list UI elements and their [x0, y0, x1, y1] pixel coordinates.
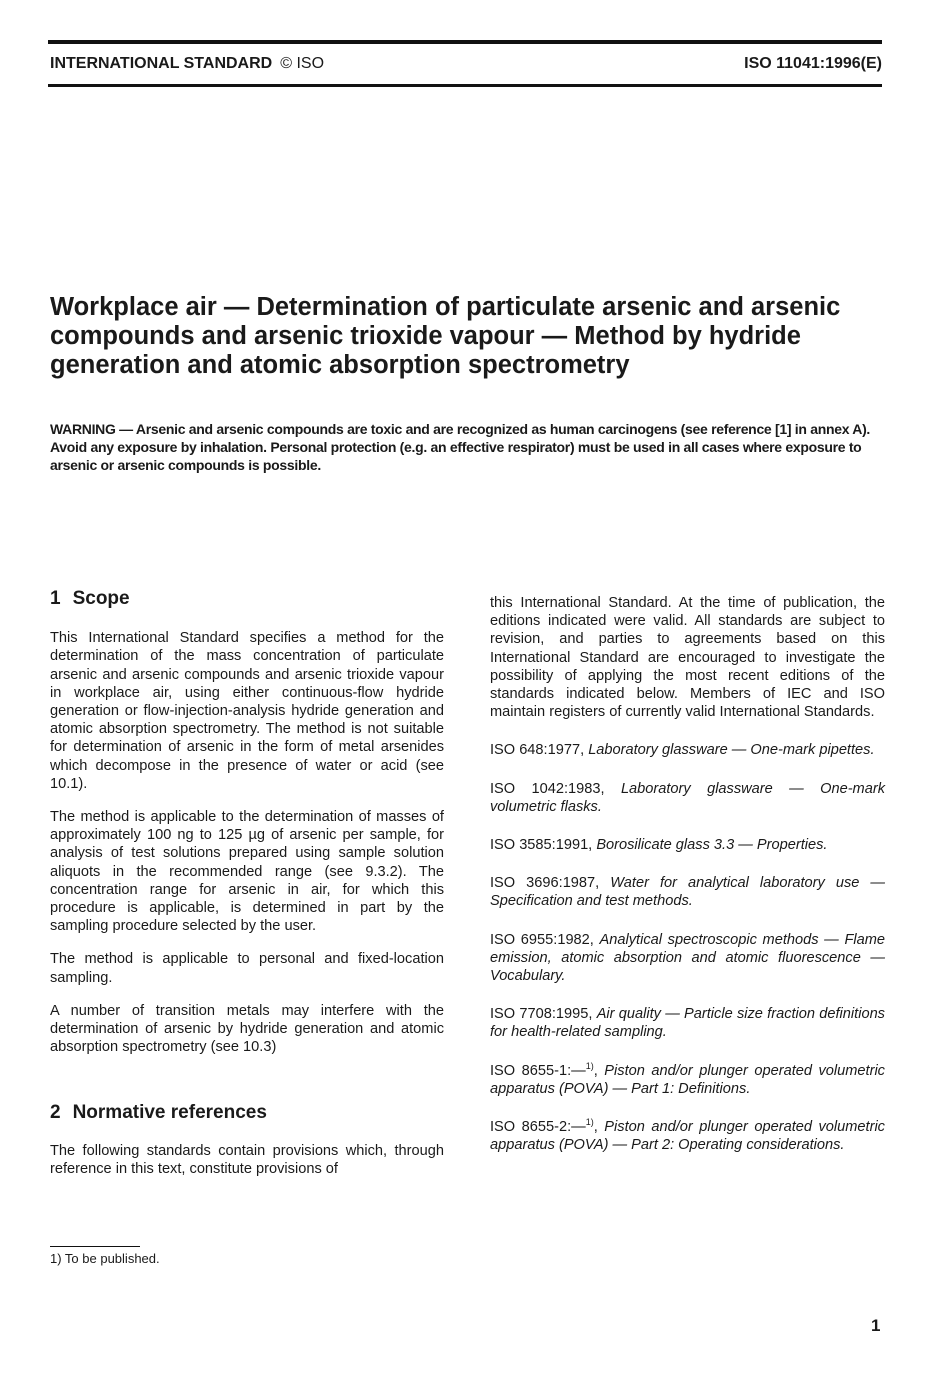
reference-item [490, 931, 885, 986]
warning-notice: WARNING — Arsenic and arsenic compounds are toxic and are recognized as human carcinogens (see reference [1] in annex A). Avoid any exposure by inhalation. Personal protection (e.g. an effective respirator) must be used in all cases where exposure to arsenic or arsenic compounds is possible. [50, 421, 871, 473]
left-column [50, 590, 444, 1193]
footnote-rule [50, 1246, 140, 1247]
section-1-title: Scope [72, 588, 130, 609]
scope-paragraph-3: The method is applicable to personal and fixed-location sampling. [50, 951, 444, 986]
reference-title: Laboratory glassware — One-mark volumetric flasks. [490, 780, 885, 815]
reference-title: Borosilicate glass 3.3 — Properties. [596, 837, 828, 854]
header-rule-top [48, 40, 882, 44]
reference-item [490, 1118, 885, 1154]
reference-item [490, 741, 885, 759]
reference-code: ISO 6955:1982, [490, 931, 594, 948]
normative-paragraph-start: The following standards contain provisions which, through reference in this text, constitute provisions of [50, 1142, 444, 1177]
reference-title: Laboratory glassware — One-mark pipettes. [588, 742, 875, 759]
section-2-number: 2 [50, 1102, 61, 1124]
reference-title: Analytical spectroscopic methods — Flame emission, atomic absorption and atomic fluorescence — Vocabulary. [490, 931, 885, 985]
scope-paragraph-4: A number of transition metals may interfere with the determination of arsenic by hydride generation and atomic absorption spectrometry (see 10.3) [50, 1002, 444, 1056]
reference-title: Piston and/or plunger operated volumetric apparatus (POVA) — Part 2: Operating considerations. [490, 1119, 885, 1154]
page-header [50, 55, 882, 77]
reference-title: Air quality — Particle size fraction definitions for health-related sampling. [490, 1006, 885, 1041]
reference-code-suffix: , [593, 1119, 598, 1136]
header-document-id: ISO 11041:1996(E) [744, 55, 882, 72]
header-standard-type: INTERNATIONAL STANDARD [50, 55, 273, 72]
reference-code-suffix: , [593, 1062, 598, 1079]
reference-title: Piston and/or plunger operated volumetric apparatus (POVA) — Part 1: Definitions. [490, 1062, 885, 1097]
reference-code: ISO 3585:1991, [490, 837, 593, 854]
reference-item [490, 874, 885, 910]
reference-code: ISO 3696:1987, [490, 875, 600, 892]
reference-code: ISO 7708:1995, [490, 1006, 593, 1023]
page-number: 1 [871, 1316, 881, 1335]
reference-title: Water for analytical laboratory use — Specification and test methods. [490, 875, 885, 910]
section-2-heading [50, 1104, 444, 1122]
section-2-title: Normative references [72, 1102, 267, 1124]
footnote: 1) To be published. [50, 1251, 160, 1266]
reference-item [490, 780, 885, 816]
scope-paragraph-2: The method is applicable to the determination of masses of approximately 100 ng to 125 µg of arsenic per sample, for analysis of test solutions prepared using sample solution aliquots in the recommended range (see 9.3.2). The concentration range for arsenic in air, for which this procedure is applicable, is determined in part by the sampling procedure selected by the user. [50, 809, 444, 935]
header-copyright: © ISO [280, 55, 325, 72]
scope-paragraph-1: This International Standard specifies a method for the determination of the mass concentration of particulate arsenic and arsenic compounds and arsenic trioxide vapour in workplace air, using either continuous-flow hydride generation or flow-injection-analysis hydride generation and atomic absorption spectrometry. The method is not suitable for determination of arsenic in the form of metal arsenides which decompose in the presence of water or acid (see 10.1). [50, 630, 444, 792]
reference-code: ISO 648:1977, [490, 742, 585, 759]
section-1-heading [50, 590, 444, 608]
reference-code: ISO 8655-2:— [490, 1119, 586, 1136]
reference-list [490, 741, 885, 1154]
right-column [490, 594, 885, 1174]
document-title: Workplace air — Determination of particulate arsenic and arsenic compounds and arsenic trioxide vapour — Method by hydride generation and atomic absorption spectrometry [50, 293, 841, 379]
normative-paragraph-continued: this International Standard. At the time of publication, the editions indicated were valid. All standards are subject to revision, and parties to agreements based on this International Standard are encouraged to investigate the possibility of applying the most recent editions of the standards indicated below. Members of IEC and ISO maintain registers of currently valid International Standards. [490, 595, 885, 721]
reference-item [490, 1005, 885, 1041]
reference-code: ISO 8655-1:— [490, 1062, 586, 1079]
header-left [50, 55, 324, 73]
footnote-marker: 1) [585, 1060, 594, 1071]
reference-item [490, 1062, 885, 1098]
reference-item [490, 836, 885, 854]
section-1-number: 1 [50, 588, 61, 609]
header-rule-bottom [48, 84, 882, 87]
reference-code: ISO 1042:1983, [490, 780, 605, 797]
footnote-marker: 1) [585, 1117, 594, 1128]
